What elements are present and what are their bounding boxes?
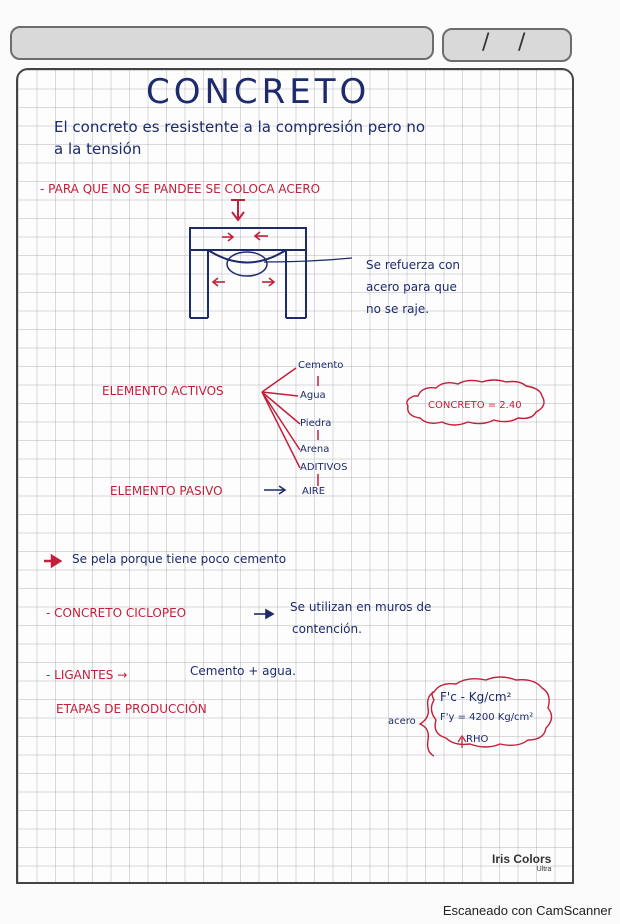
reinforce-note-1: Se refuerza con	[366, 258, 461, 272]
component-piedra: Piedra	[300, 418, 332, 429]
component-cemento: Cemento	[298, 360, 344, 371]
scanner-watermark: Escaneado con CamScanner	[442, 903, 612, 918]
intro-line-1: El concreto es resistente a la compresión pero no	[54, 118, 426, 136]
binders-text: Cemento + agua.	[190, 664, 296, 678]
cement-note: Se pela porque tiene poco cemento	[72, 552, 287, 566]
formula-rho: RHO	[466, 734, 489, 745]
beam-sketch	[190, 200, 352, 318]
reinforce-note-2: acero para que	[366, 280, 457, 294]
reinforce-note-3: no se raje.	[366, 302, 430, 316]
date-separator: /	[518, 30, 526, 55]
formula-fy: F'y = 4200 Kg/cm²	[440, 712, 534, 723]
passive-element-label: ELEMENTO PASIVO	[110, 484, 223, 498]
active-elements-label: ELEMENTO ACTIVOS	[102, 384, 224, 398]
component-aire: AIRE	[302, 486, 326, 497]
component-arena: Arena	[300, 444, 330, 455]
ciclopeo-arrow	[254, 610, 273, 618]
component-aditivos: ADITIVOS	[300, 462, 348, 473]
pasivo-arrow	[264, 486, 285, 494]
formula-fc: F'c - Kg/cm²	[440, 690, 512, 704]
production-stages: ETAPAS DE PRODUCCIÓN	[56, 702, 207, 716]
steel-note: - PARA QUE NO SE PANDEE SE COLOCA ACERO	[40, 182, 321, 196]
cyclopean-text-1: Se utilizan en muros de	[290, 600, 432, 614]
component-agua: Agua	[300, 390, 326, 401]
cyclopean-label: - CONCRETO CICLOPEO	[46, 606, 187, 620]
page-title: CONCRETO	[146, 72, 371, 112]
binders-label: - LIGANTES →	[46, 668, 128, 682]
notebook-brand-logo: Iris Colors Ultra	[492, 852, 552, 873]
concreto-density-note: CONCRETO = 2.40	[428, 400, 522, 411]
date-separator: /	[482, 30, 490, 55]
cyclopean-text-2: contención.	[292, 622, 362, 636]
formula-brace	[420, 692, 434, 756]
intro-line-2: a la tensión	[54, 140, 142, 158]
bullet-arrow	[44, 556, 60, 566]
rho-arrow	[458, 736, 466, 748]
steel-label: acero	[388, 716, 416, 727]
